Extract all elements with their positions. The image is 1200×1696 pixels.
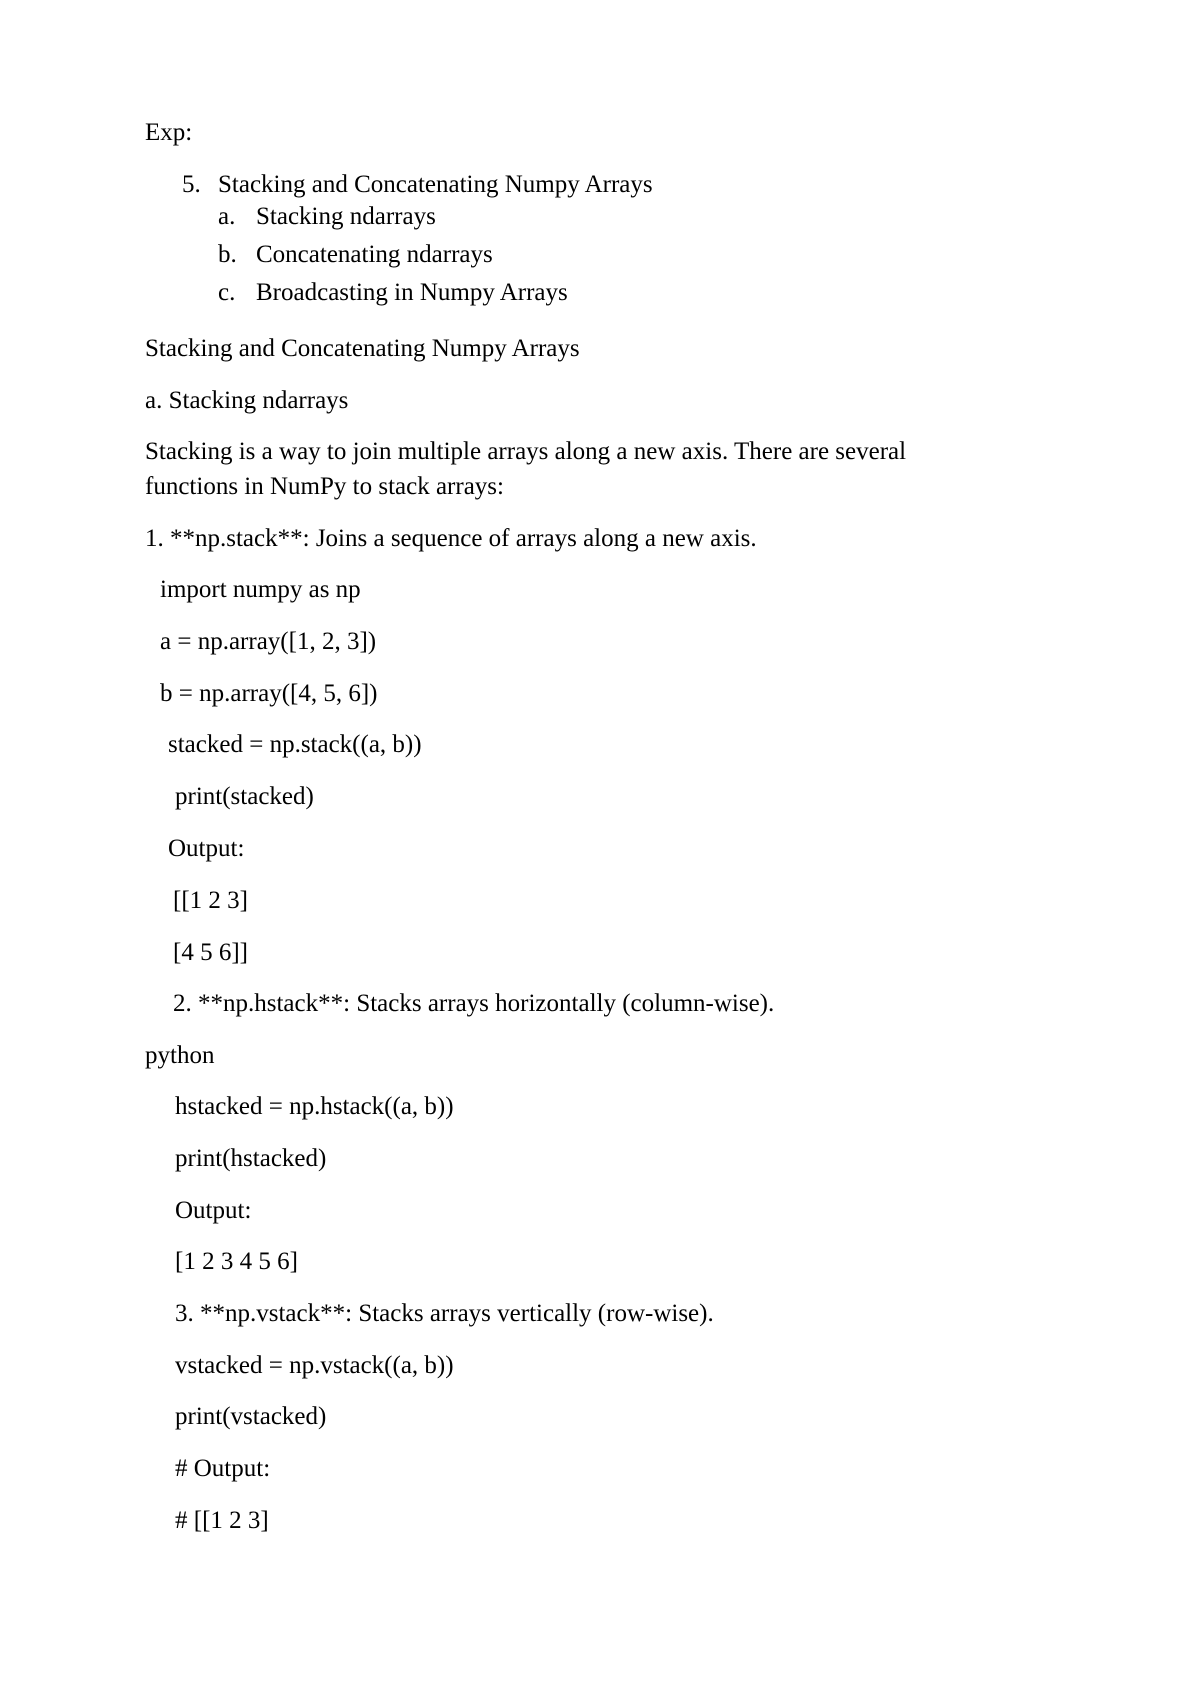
comment-line: # [[1 2 3] (175, 1507, 269, 1534)
outline-sub-text-b: Concatenating ndarrays (256, 241, 493, 268)
intro-line-1: Stacking is a way to join multiple arrays along a new axis. There are several (145, 438, 907, 465)
section-title: Stacking and Concatenating Numpy Arrays (145, 335, 580, 362)
item1-heading: 1. **np.stack**: Joins a sequence of arrays along a new axis. (145, 525, 757, 552)
outline-main-text: Stacking and Concatenating Numpy Arrays (218, 171, 653, 198)
intro-line-2: functions in NumPy to stack arrays: (145, 473, 504, 500)
outline-sub-text-a: Stacking ndarrays (256, 203, 436, 230)
code-line: print(vstacked) (175, 1403, 327, 1430)
code-line: b = np.array([4, 5, 6]) (160, 680, 378, 707)
code-line: a = np.array([1, 2, 3]) (160, 628, 377, 655)
code-line: print(hstacked) (175, 1145, 327, 1172)
subsection-title: a. Stacking ndarrays (145, 387, 349, 414)
outline-sub-marker-a: a. (218, 203, 236, 230)
outline-sub-marker-b: b. (218, 241, 237, 268)
comment-line: # Output: (175, 1455, 271, 1482)
item2-heading: 2. **np.hstack**: Stacks arrays horizontally (column-wise). (173, 990, 775, 1017)
outline-sub-marker-c: c. (218, 279, 236, 306)
python-label: python (145, 1042, 215, 1069)
code-line: print(stacked) (175, 783, 314, 810)
outline-main-number: 5. (182, 171, 201, 198)
output-line: [4 5 6]] (173, 939, 248, 966)
code-line: import numpy as np (160, 576, 361, 603)
output-line: [[1 2 3] (173, 887, 248, 914)
output-label: Output: (175, 1197, 252, 1224)
output-line: [1 2 3 4 5 6] (175, 1248, 298, 1275)
code-line: vstacked = np.vstack((a, b)) (175, 1352, 454, 1379)
code-line: hstacked = np.hstack((a, b)) (175, 1093, 454, 1120)
outline-sub-text-c: Broadcasting in Numpy Arrays (256, 279, 568, 306)
exp-label: Exp: (145, 119, 193, 146)
code-line: stacked = np.stack((a, b)) (168, 731, 422, 758)
output-label: Output: (168, 835, 245, 862)
item3-heading: 3. **np.vstack**: Stacks arrays vertically (row-wise). (175, 1300, 714, 1327)
